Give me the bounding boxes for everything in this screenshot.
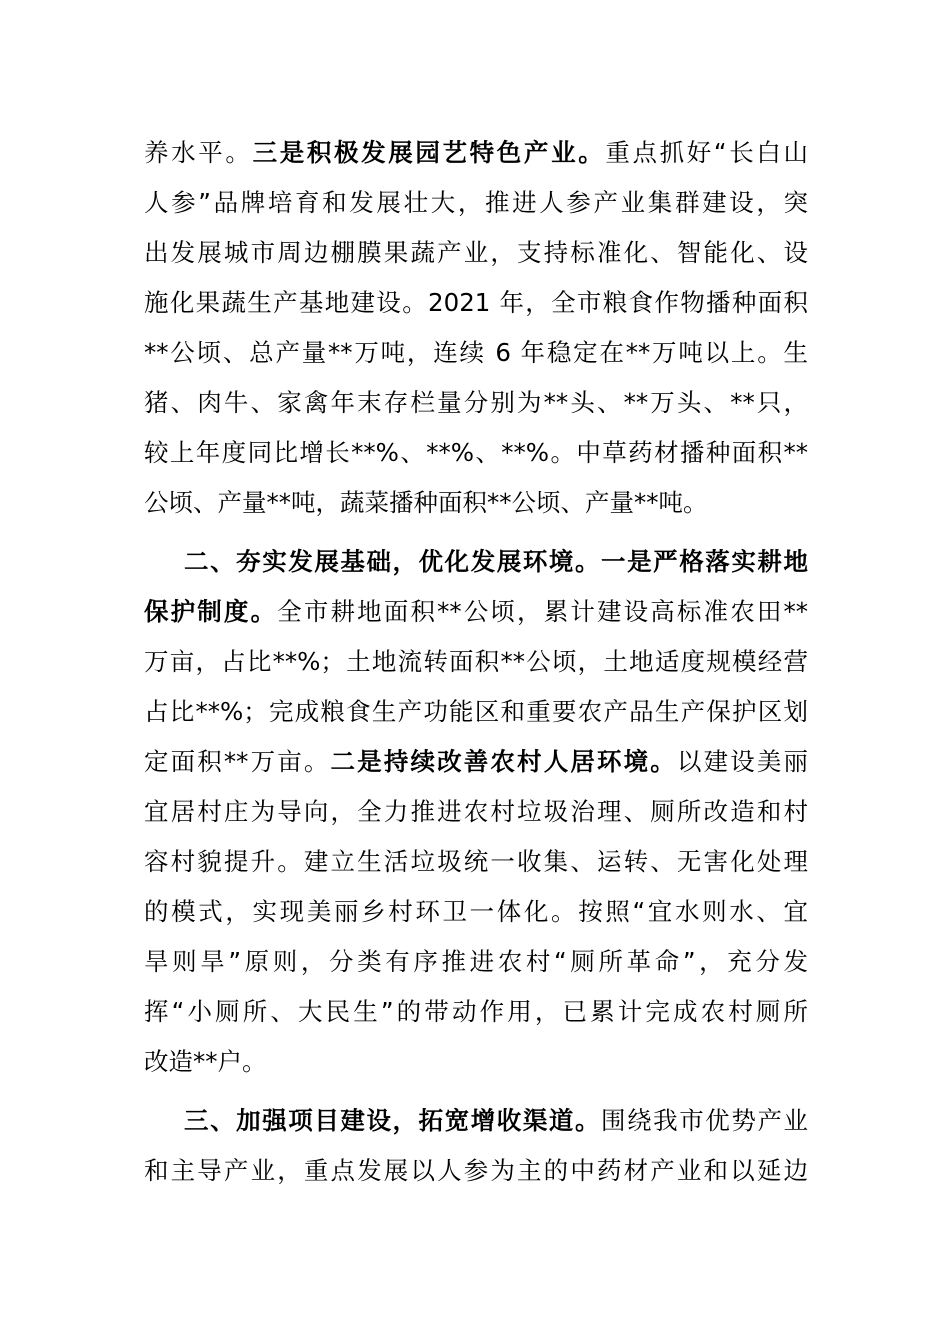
text-line <box>144 278 808 328</box>
text-run: 围绕我市优势产业 <box>601 1106 809 1135</box>
text-run: 重点抓好“长白山 <box>605 138 809 167</box>
paragraph-horticulture <box>144 128 808 528</box>
text-run: 人参”品牌培育和发展壮大，推进人参产业集群建设，突 <box>144 188 808 217</box>
text-line <box>144 537 808 587</box>
paragraph-project-construction <box>144 1096 808 1196</box>
text-run: 公顷、产量**吨，蔬菜播种面积**公顷、产量**吨。 <box>144 488 708 517</box>
text-run: 占比**%；完成粮食生产功能区和重要农产品生产保护区划 <box>144 697 808 726</box>
text-line <box>144 787 808 837</box>
text-line <box>144 378 808 428</box>
text-run: 挥“小厕所、大民生”的带动作用，已累计完成农村厕所 <box>144 997 808 1026</box>
text-run: 出发展城市周边棚膜果蔬产业，支持标准化、智能化、设 <box>144 238 808 267</box>
text-run: 容村貌提升。建立生活垃圾统一收集、运转、无害化处理 <box>144 847 808 876</box>
bold-text-run: 保护制度。 <box>144 597 278 626</box>
text-line <box>144 478 808 528</box>
text-line <box>144 937 808 987</box>
text-run: 全市耕地面积**公顷，累计建设高标准农田** <box>277 597 809 626</box>
text-line <box>144 687 808 737</box>
text-line <box>144 128 808 178</box>
text-line <box>144 987 808 1037</box>
text-run: 宜居村庄为导向，全力推进农村垃圾治理、厕所改造和村 <box>144 797 808 826</box>
bold-text-run: 三是积极发展园艺特色产业。 <box>252 138 606 167</box>
text-line <box>144 178 808 228</box>
text-line <box>144 1096 808 1146</box>
text-line <box>144 637 808 687</box>
text-line <box>144 428 808 478</box>
bold-text-run: 三、加强项目建设，拓宽增收渠道。 <box>184 1106 602 1135</box>
text-run: 养水平。 <box>144 138 253 167</box>
text-run: 定面积**万亩。 <box>144 747 331 776</box>
text-line <box>144 737 808 787</box>
text-run: **公顷、总产量**万吨，连续 6 年稳定在**万吨以上。生 <box>144 338 808 367</box>
text-run: 猪、肉牛、家禽年末存栏量分别为**头、**万头、**只， <box>144 388 808 417</box>
text-run: 的模式，实现美丽乡村环卫一体化。按照“宜水则水、宜 <box>144 897 808 926</box>
text-line <box>144 1037 808 1087</box>
bold-text-run: 二、夯实发展基础，优化发展环境。一是严格落实耕地 <box>184 547 808 576</box>
text-run: 和主导产业，重点发展以人参为主的中药材产业和以延边 <box>144 1156 808 1185</box>
text-run: 以建设美丽 <box>676 747 809 776</box>
text-run: 施化果蔬生产基地建设。2021 年，全市粮食作物播种面积 <box>144 288 808 317</box>
text-line <box>144 328 808 378</box>
text-line <box>144 587 808 637</box>
text-line <box>144 228 808 278</box>
text-line <box>144 1146 808 1196</box>
text-run: 改造**户。 <box>144 1047 267 1076</box>
text-line <box>144 837 808 887</box>
paragraph-development-base <box>144 537 808 1087</box>
text-run: 较上年度同比增长**%、**%、**%。中草药材播种面积** <box>144 438 808 467</box>
text-run: 万亩，占比**%；土地流转面积**公顷，土地适度规模经营 <box>144 647 808 676</box>
bold-text-run: 二是持续改善农村人居环境。 <box>330 747 677 776</box>
text-line <box>144 887 808 937</box>
text-run: 旱则旱”原则，分类有序推进农村“厕所革命”，充分发 <box>144 947 808 976</box>
